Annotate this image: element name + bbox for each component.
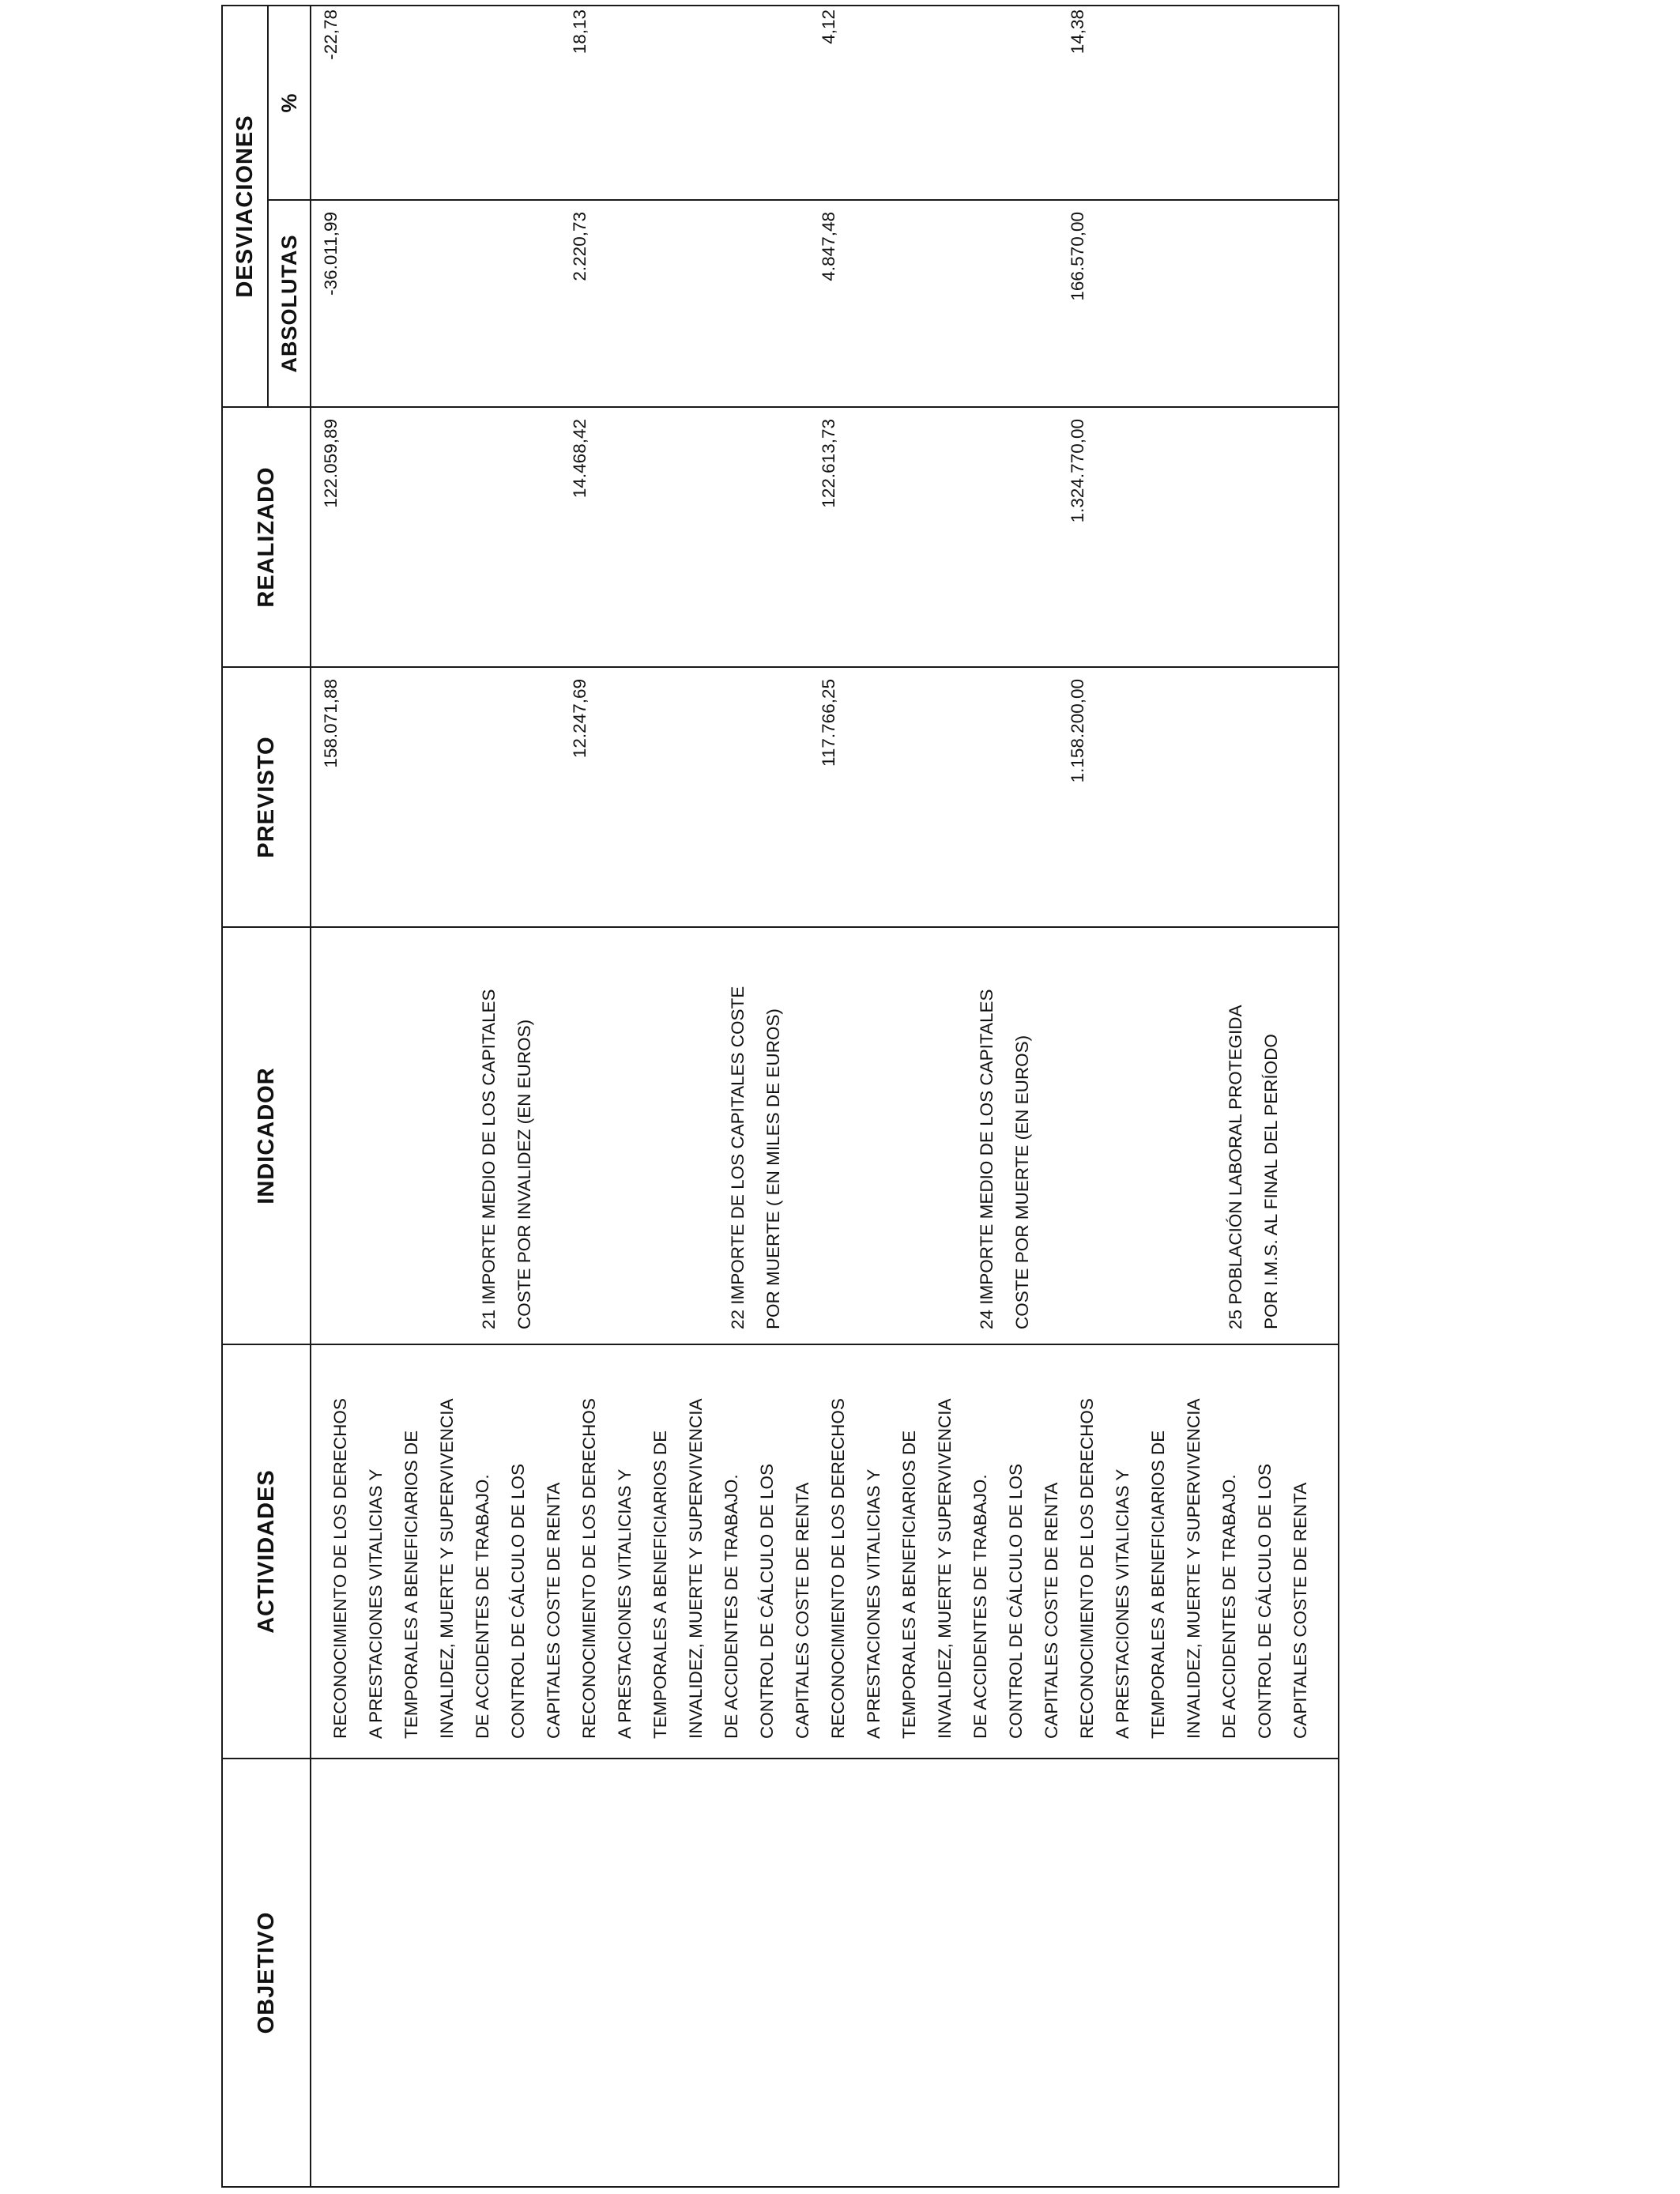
absolutas-value: -36.011,99 (321, 212, 341, 296)
header-indicador: INDICADOR (222, 927, 311, 1344)
actividad-line: INVALIDEZ, MUERTE Y SUPERVIVENCIA (935, 1398, 955, 1739)
actividad-block (571, 1351, 820, 1739)
actividad-line: A PRESTACIONES VITALICIAS Y (1113, 1468, 1132, 1739)
actividad-line: CONTROL DE CÁLCULO DE LOS (1255, 1464, 1275, 1739)
actividades-cell (311, 1344, 1339, 1759)
indicador-cell (311, 927, 1339, 1344)
actividad-line: RECONOCIMIENTO DE LOS DERECHOS (330, 1398, 350, 1739)
indicador-item (471, 989, 542, 1329)
actividad-line: TEMPORALES A BENEFICIARIOS DE (650, 1430, 670, 1739)
porcentaje-value: 4,12 (819, 9, 838, 44)
previsto-value: 158.071,88 (321, 679, 341, 768)
indicador-line: 21 IMPORTE MEDIO DE LOS CAPITALES (479, 989, 499, 1329)
previsto-value: 12.247,69 (570, 679, 590, 759)
actividad-line: CAPITALES COSTE DE RENTA (1042, 1482, 1061, 1739)
actividad-block (820, 1351, 1069, 1739)
actividad-line: CONTROL DE CÁLCULO DE LOS (1006, 1464, 1026, 1739)
indicador-item (969, 989, 1040, 1329)
objetivo-cell (311, 1759, 1339, 2187)
realizado-cell (311, 407, 1339, 667)
actividad-block (322, 1351, 571, 1739)
absolutas-value: 2.220,73 (570, 212, 590, 281)
indicador-line: 25 POBLACIÓN LABORAL PROTEGIDA (1226, 1005, 1245, 1329)
actividad-line: CONTROL DE CÁLCULO DE LOS (508, 1464, 528, 1739)
realizado-value: 122.059,89 (321, 419, 341, 508)
realizado-value: 14.468,42 (570, 419, 590, 499)
porcentaje-value: 14,38 (1068, 9, 1087, 55)
actividad-line: A PRESTACIONES VITALICIAS Y (864, 1468, 883, 1739)
actividad-line: INVALIDEZ, MUERTE Y SUPERVIVENCIA (686, 1398, 706, 1739)
actividad-line: CAPITALES COSTE DE RENTA (544, 1482, 563, 1739)
header-objetivo: OBJETIVO (222, 1759, 311, 2187)
actividad-line: DE ACCIDENTES DE TRABAJO. (473, 1474, 492, 1739)
indicador-item (1218, 1005, 1289, 1329)
actividad-line: DE ACCIDENTES DE TRABAJO. (970, 1474, 990, 1739)
actividad-line: TEMPORALES A BENEFICIARIOS DE (899, 1430, 919, 1739)
indicador-line: POR I.M.S. AL FINAL DEL PERÍODO (1261, 1034, 1281, 1329)
actividad-line: RECONOCIMIENTO DE LOS DERECHOS (828, 1398, 848, 1739)
previsto-cell (311, 667, 1339, 927)
porcentaje-cell (311, 6, 1339, 200)
indicador-line: 22 IMPORTE DE LOS CAPITALES COSTE (728, 986, 748, 1329)
header-previsto: PREVISTO (222, 667, 311, 927)
actividad-line: INVALIDEZ, MUERTE Y SUPERVIVENCIA (1184, 1398, 1203, 1739)
header-absolutas: ABSOLUTAS (268, 200, 311, 407)
porcentaje-value: -22,78 (321, 9, 341, 60)
actividad-block (1069, 1351, 1318, 1739)
absolutas-value: 4.847,48 (819, 212, 838, 281)
header-porcentaje: % (268, 6, 311, 200)
porcentaje-value: 18,13 (570, 9, 590, 55)
indicador-line: COSTE POR MUERTE (EN EUROS) (1012, 1035, 1032, 1329)
actividad-line: RECONOCIMIENTO DE LOS DERECHOS (1077, 1398, 1097, 1739)
previsto-value: 117.766,25 (819, 679, 838, 767)
indicador-item (720, 986, 791, 1329)
actividad-line: TEMPORALES A BENEFICIARIOS DE (1148, 1430, 1168, 1739)
actividad-line: TEMPORALES A BENEFICIARIOS DE (401, 1430, 421, 1739)
header-realizado: REALIZADO (222, 407, 311, 667)
actividad-line: RECONOCIMIENTO DE LOS DERECHOS (579, 1398, 599, 1739)
realizado-value: 1.324.770,00 (1068, 419, 1087, 523)
indicador-line: POR MUERTE ( EN MILES DE EUROS) (763, 1008, 783, 1329)
actividad-line: CAPITALES COSTE DE RENTA (793, 1482, 812, 1739)
header-desviaciones: DESVIACIONES (222, 6, 268, 407)
realizado-value: 122.613,73 (819, 419, 838, 508)
actividad-line: DE ACCIDENTES DE TRABAJO. (721, 1474, 741, 1739)
actividad-line: CAPITALES COSTE DE RENTA (1290, 1482, 1310, 1739)
absolutas-value: 166.570,00 (1068, 212, 1087, 301)
actividad-line: DE ACCIDENTES DE TRABAJO. (1219, 1474, 1239, 1739)
header-actividades: ACTIVIDADES (222, 1344, 311, 1759)
actividad-line: A PRESTACIONES VITALICIAS Y (615, 1468, 635, 1739)
actividad-line: A PRESTACIONES VITALICIAS Y (366, 1468, 386, 1739)
indicators-table (221, 5, 1339, 2188)
indicador-line: 24 IMPORTE MEDIO DE LOS CAPITALES (977, 989, 996, 1329)
actividad-line: INVALIDEZ, MUERTE Y SUPERVIVENCIA (437, 1398, 457, 1739)
absolutas-cell (311, 200, 1339, 407)
previsto-value: 1.158.200,00 (1068, 679, 1087, 783)
indicador-line: COSTE POR INVALIDEZ (EN EUROS) (514, 1019, 534, 1329)
actividad-line: CONTROL DE CÁLCULO DE LOS (757, 1464, 777, 1739)
